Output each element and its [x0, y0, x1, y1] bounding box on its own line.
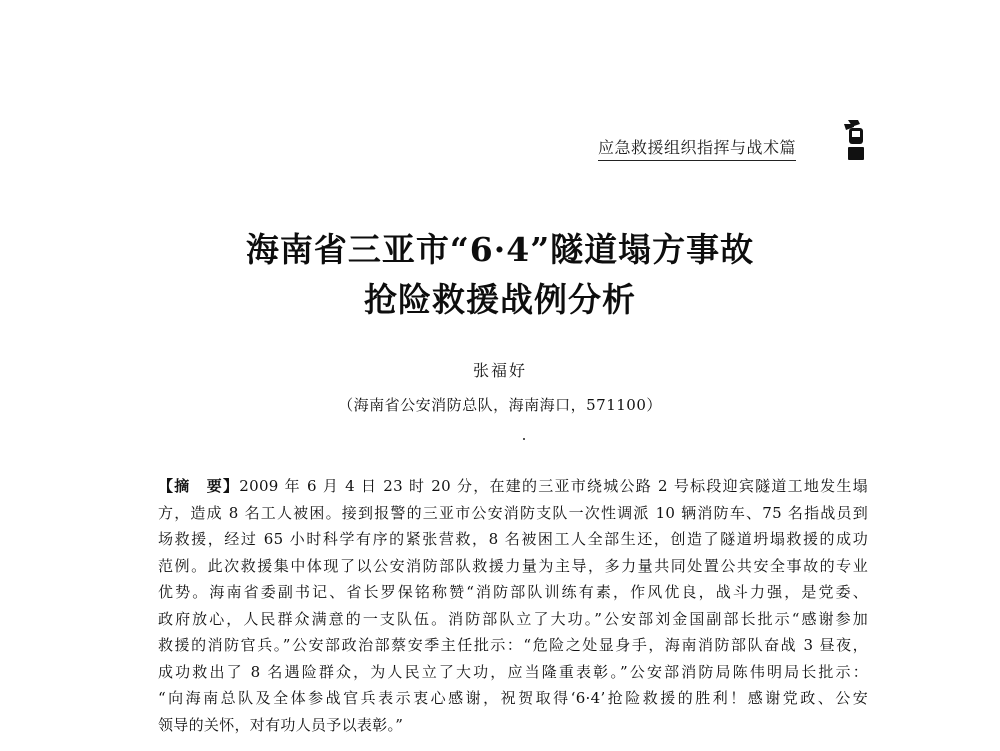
article-title-line1: 海南省三亚市“6·4”隧道塌方事故	[245, 230, 755, 269]
fire-extinguisher-icon	[840, 118, 866, 162]
author-affiliation: （海南省公安消防总队，海南海口，571100）	[338, 396, 662, 414]
abstract-label: 【摘 要】	[158, 477, 240, 495]
separator-dot	[523, 438, 525, 440]
abstract-line: 范例。此次救援集中体现了以公安消防部队救援力量为主导，多力量共同处置公共安全事故的专业	[158, 556, 868, 575]
article-title-line2: 抢险救援战例分析	[364, 280, 636, 319]
abstract-line-text: 2009 年 6 月 4 日 23 时 20 分，在建的三亚市绕城公路 2 号标段迎宾隧道工地发生塌	[239, 477, 868, 495]
abstract-line: 优势。海南省委副书记、省长罗保铭称赞“消防部队训练有素，作风优良，战斗力强，是党委、	[158, 583, 868, 601]
abstract-line: 救援的消防官兵。”公安部政治部蔡安季主任批示：“危险之处显身手，海南消防部队奋战 3 昼夜，	[158, 636, 868, 654]
abstract-line: 成功救出了 8 名遇险群众，为人民立了大功，应当隆重表彰。”公安部消防局陈伟明局长批示：	[158, 662, 868, 681]
abstract-line: 政府放心，人民群众满意的一支队伍。消防部队立了大功。”公安部刘金国副部长批示“感谢参加	[158, 609, 868, 628]
abstract-line: 领导的关怀，对有功人员予以表彰。”	[158, 715, 404, 734]
abstract-line: 场救援，经过 65 小时科学有序的紧张营救，8 名被困工人全部生还，创造了隧道坍塌救援的成功	[158, 530, 868, 548]
abstract-line: “向海南总队及全体参战官兵表示衷心感谢，祝贺取得‘6·4’抢险救援的胜利！感谢党政、公安	[158, 689, 868, 707]
section-header: 应急救援组织指挥与战术篇	[598, 135, 796, 161]
author-name: 张福好	[472, 361, 527, 380]
abstract-line: 方，造成 8 名工人被困。接到报警的三亚市公安消防支队一次性调派 10 辆消防车、75 名指战员到	[158, 503, 868, 522]
abstract	[158, 473, 868, 738]
abstract-line	[158, 473, 868, 500]
